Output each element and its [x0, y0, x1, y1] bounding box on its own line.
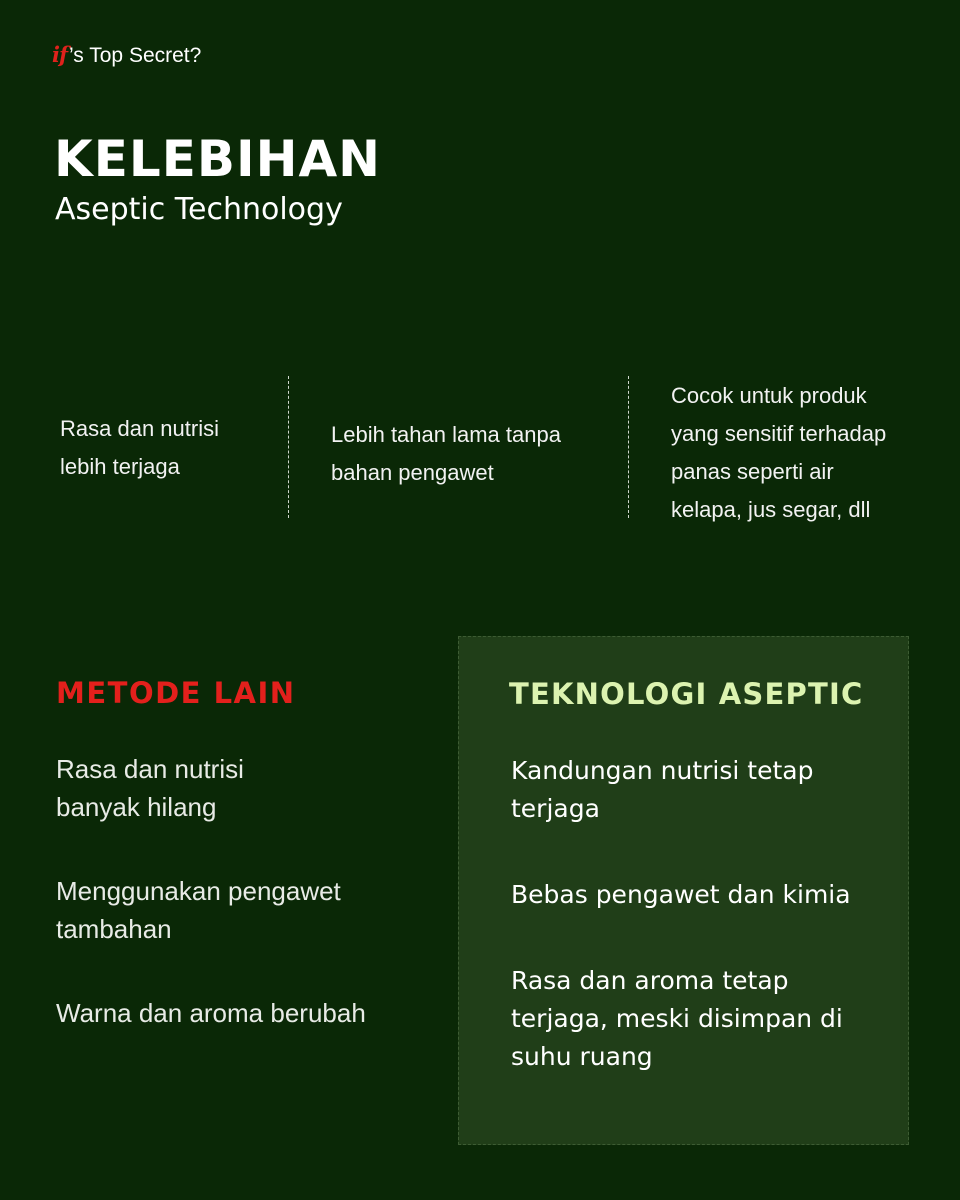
page-title: KELEBIHAN	[54, 130, 382, 188]
dashed-divider	[628, 376, 629, 518]
other-method-heading: METODE LAIN	[56, 676, 296, 710]
benefit-line: bahan pengawet	[331, 460, 494, 485]
benefit-item	[671, 377, 931, 529]
brand-text: ’s Top Secret?	[69, 44, 202, 67]
aseptic-item	[511, 752, 881, 828]
other-method-item	[56, 994, 436, 1032]
item-line: Rasa dan aroma tetap	[511, 966, 789, 995]
benefit-line: Lebih tahan lama tanpa	[331, 422, 561, 447]
benefit-line: kelapa, jus segar, dll	[671, 497, 871, 522]
other-method-column	[56, 676, 436, 1078]
item-line: banyak hilang	[56, 792, 217, 822]
item-line: Bebas pengawet dan kimia	[511, 880, 851, 909]
aseptic-card	[458, 636, 909, 1145]
aseptic-list	[511, 752, 881, 1124]
aseptic-item	[511, 876, 881, 914]
other-method-item	[56, 872, 436, 948]
benefit-line: Cocok untuk produk	[671, 383, 867, 408]
brand-mark: if	[52, 42, 68, 67]
brand-logo	[52, 42, 201, 68]
item-line: Warna dan aroma berubah	[56, 998, 366, 1028]
page-subtitle: Aseptic Technology	[55, 192, 343, 227]
benefit-line: panas seperti air	[671, 459, 834, 484]
item-line: Menggunakan pengawet	[56, 876, 341, 906]
benefit-item	[331, 416, 611, 492]
dashed-divider	[288, 376, 289, 518]
item-line: tambahan	[56, 914, 172, 944]
item-line: terjaga	[511, 794, 600, 823]
item-line: Rasa dan nutrisi	[56, 754, 244, 784]
aseptic-heading: TEKNOLOGI ASEPTIC	[509, 677, 864, 711]
benefit-line: Rasa dan nutrisi	[60, 416, 219, 441]
benefit-line: yang sensitif terhadap	[671, 421, 887, 446]
benefit-item	[60, 410, 280, 486]
item-line: suhu ruang	[511, 1042, 653, 1071]
other-method-item	[56, 750, 436, 826]
item-line: Kandungan nutrisi tetap	[511, 756, 814, 785]
benefit-line: lebih terjaga	[60, 454, 180, 479]
aseptic-item	[511, 962, 881, 1076]
item-line: terjaga, meski disimpan di	[511, 1004, 843, 1033]
